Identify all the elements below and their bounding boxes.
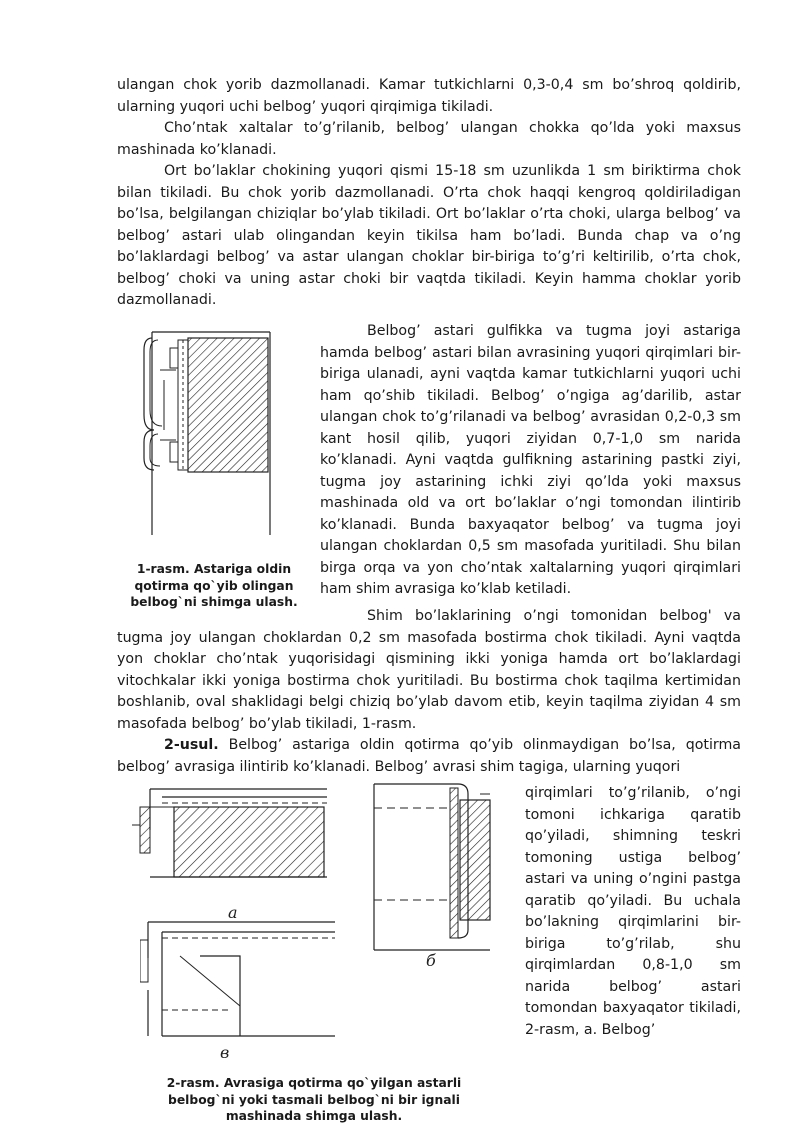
figure-1-drawing <box>140 330 280 540</box>
method-2-label: 2-usul. <box>164 737 219 753</box>
paragraph-3: Ort bo’laklar chokining yuqori qismi 15-18 sm uzunlikda 1 sm biriktirma chok bilan tikiladi. Bu chok yorib dazmollanadi. O’rta chok haqqi kengroq qoldiriladigan bo’lsa, belgilangan chiziqlar bo’ylab tikiladi. Ort bo’laklar o’rta choki, ularga belbog’ va belbog’ astari ulab olingandan keyin tikilsa ham bo’ladi. Bunda chap va o’ng bo’laklardagi belbog’ va astar ulangan choklar bir-biriga to’g’ri keltirilib, o’rta chok, belbog’ choki va uning astar choki bir vaqtda tikiladi. Keyin hamma choklar yorib dazmollanadi. <box>117 163 741 308</box>
figure-1-caption: 1-rasm. Astariga oldin qotirma qo`yib olingan belbog`ni shimga ulash. <box>130 562 298 609</box>
paragraph-1: ulangan chok yorib dazmollanadi. Kamar tutkichlarni 0,3-0,4 sm bo’shroq qoldirib, ularning yuqori uchi belbog’ yuqori qirqimiga tikiladi. <box>117 77 741 115</box>
paragraph-6-body: Belbog’ astariga oldin qotirma qo’yib olinmaydigan bo’lsa, qotirma belbog’ avrasiga ilintirib ko’klanadi. Belbog’ avrasi shim tagiga, ularning yuqori <box>117 737 741 775</box>
paragraph-6 <box>117 735 741 778</box>
figure-2a-drawing <box>132 785 332 925</box>
paragraph-7: qirqimlari to’g’rilanib, o’ngi tomoni ichkariga qaratib qo’yiladi, shimning teskri tomoning ustiga belbog’ astari va uning o’ngini pastga qaratib qo’yiladi. Bu uchala bo’lakning qirqimlarini bir-biriga to’g’rilab, shu qirqimlardan 0,8-1,0 sm narida belbog’ astari tomondan baxyaqator tikiladi, 2-rasm, a. Belbog’ <box>525 785 741 1038</box>
text-block-middle <box>117 606 741 778</box>
paragraph-4: Belbog’ astari gulfikka va tugma joyi astariga hamda belbog’ astari bilan avrasining yuqori qirqimlari bir-biriga ulanadi, ayni vaqtda kamar tutkichlarni yuqori uchi ham qo’shib tikiladi. Belbog’ o’ngiga ag’darilib, astar ulangan chok to’g’rilanadi va belbog’ avrasidan 0,2-0,3 sm kant hosil qilib, yuqori ziyidan 0,7-1,0 sm narida ko’klanadi. Ayni vaqtda gulfikning astarining pastki ziyi, tugma joy astarining ichki ziyi qo’lda yoki maxsus mashinada old va ort bo’laklar o’ngi tomondan ilintirib ko’klanadi. Bunda baxyaqator belbog’ va tugma joyi ulangan choklardan 0,5 sm masofada yuritiladi. Shu bilan birga orqa va yon cho’ntak xaltalarning yuqori qirqimlari ham shim avrasiga ko’klab ketiladi. <box>320 323 741 597</box>
paragraph-5: Shim bo’laklarining o’ngi tomonidan belbog' va tugma joy ulangan choklardan 0,2 sm masofada bostirma chok tikiladi. Ayni vaqtda yon choklar cho’ntak yuqorisidagi qismining ikki yoniga hamda ort bo’laklardagi vitochkalar ikki yoniga bostirma chok yuritiladi. Bu bostirma chok taqilma kertimidan boshlanib, oval shaklidagi belgi chiziq bo’ylab davom etib, keyin taqilma ziyidan 4 sm masofada belbog’ bo’ylab tikiladi, 1-rasm. <box>117 608 741 732</box>
text-block-bottom-right <box>525 783 741 1041</box>
text-block-top <box>117 75 741 312</box>
figure-2a-label: а <box>228 903 238 922</box>
figure-2b-label: б <box>426 951 436 970</box>
text-block-right <box>320 321 741 601</box>
figure-2b-drawing <box>370 780 520 970</box>
paragraph-2: Cho’ntak xaltalar to’g’rilanib, belbog’ ulangan chokka qo’lda yoki maxsus mashinada ko’klanadi. <box>117 120 741 158</box>
figure-2-caption: 2-rasm. Avrasiga qotirma qo`yilgan astarli belbog`ni yoki tasmali belbog`ni bir ignali mashinada shimga ulash. <box>166 1076 462 1123</box>
figure-2v-label: в <box>220 1043 230 1062</box>
figure-2v-drawing <box>140 918 340 1063</box>
